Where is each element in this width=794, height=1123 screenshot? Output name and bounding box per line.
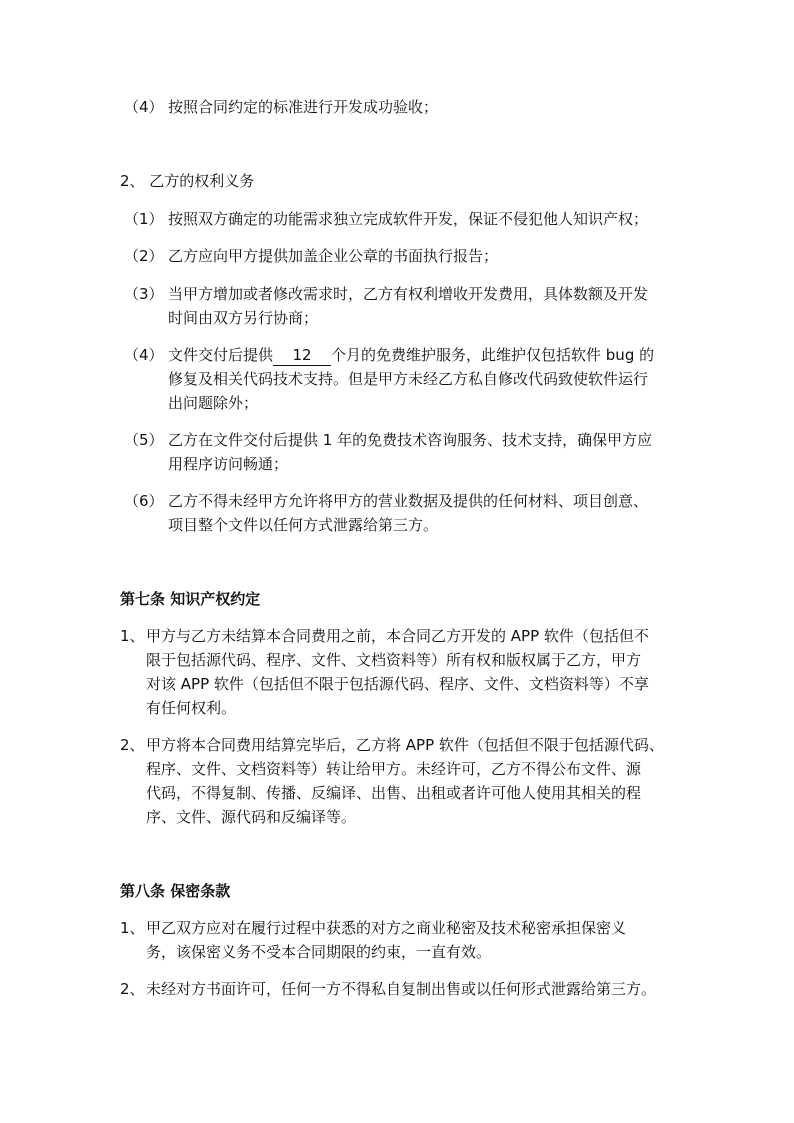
list-item-text: 序、文件、源代码和反编译等。: [146, 808, 357, 826]
list-item-number: （4）: [124, 346, 164, 364]
list-item-text: 修复及相关代码技术支持。但是甲方未经乙方私自修改代码致使软件运行: [168, 370, 649, 388]
maintenance-months-blank: 12: [273, 345, 331, 366]
list-item-text: 对该 APP 软件（包括但不限于包括源代码、程序、文件、文档资料等）不享: [146, 675, 649, 693]
list-item-text: 当甲方增加或者修改需求时，乙方有权利增收开发费用，具体数额及开发: [168, 285, 649, 303]
list-item-number: 1、: [120, 919, 145, 937]
list-item-text: 按照双方确定的功能需求独立完成软件开发，保证不侵犯他人知识产权；: [168, 210, 649, 228]
list-item-text: 甲方将本合同费用结算完毕后，乙方将 APP 软件（包括但不限于包括源代码、: [146, 736, 664, 754]
maintenance-text-pre: 文件交付后提供: [168, 346, 274, 364]
list-item-text: 限于包括源代码、程序、文件、文档资料等）所有权和版权属于乙方，甲方: [146, 651, 642, 669]
list-item-text: 出问题除外；: [168, 394, 259, 412]
list-item-number: （6）: [124, 492, 164, 510]
list-item-text: 甲乙双方应对在履行过程中获悉的对方之商业秘密及技术秘密承担保密义: [146, 919, 627, 937]
list-item-number: （5）: [124, 431, 164, 449]
list-item-text: 代码，不得复制、传播、反编译、出售、出租或者许可他人使用其相关的程: [146, 784, 642, 802]
list-item-text: 乙方应向甲方提供加盖企业公章的书面执行报告；: [168, 247, 499, 265]
list-item-number: （3）: [124, 285, 164, 303]
list-item-text: [168, 343, 654, 367]
list-item-text: 时间由双方另行协商；: [168, 309, 319, 327]
list-item-number: 1、: [120, 627, 145, 645]
section-title: 2、 乙方的权利义务: [120, 172, 255, 190]
list-item-number: （4）: [124, 98, 164, 116]
list-item-number: （2）: [124, 247, 164, 265]
list-item-text: 程序、文件、文档资料等）转让给甲方。未经许可，乙方不得公布文件、源: [146, 760, 642, 778]
article-title: 第八条 保密条款: [120, 882, 231, 900]
list-item-text: 用程序访问畅通；: [168, 455, 289, 473]
article-title: 第七条 知识产权约定: [120, 590, 261, 608]
list-item-text: 未经对方书面许可，任何一方不得私自复制出售或以任何形式泄露给第三方。: [146, 980, 657, 998]
list-item-text: 有任何权利。: [146, 699, 237, 717]
list-item-text: 乙方在文件交付后提供 1 年的免费技术咨询服务、技术支持，确保甲方应: [168, 431, 653, 449]
list-item-text: 乙方不得未经甲方允许将甲方的营业数据及提供的任何材料、项目创意、: [168, 492, 649, 510]
list-item-text: 甲方与乙方未结算本合同费用之前，本合同乙方开发的 APP 软件（包括但不: [146, 627, 649, 645]
list-item-text: 按照合同约定的标准进行开发成功验收；: [168, 98, 439, 116]
list-item-text: 务，该保密义务不受本合同期限的约束，一直有效。: [146, 943, 492, 961]
list-item-number: （1）: [124, 210, 164, 228]
list-item-text: 项目整个文件以任何方式泄露给第三方。: [168, 516, 439, 534]
list-item-number: 2、: [120, 980, 145, 998]
maintenance-text-post: 个月的免费维护服务，此维护仅包括软件 bug 的: [331, 346, 655, 364]
list-item-number: 2、: [120, 736, 145, 754]
